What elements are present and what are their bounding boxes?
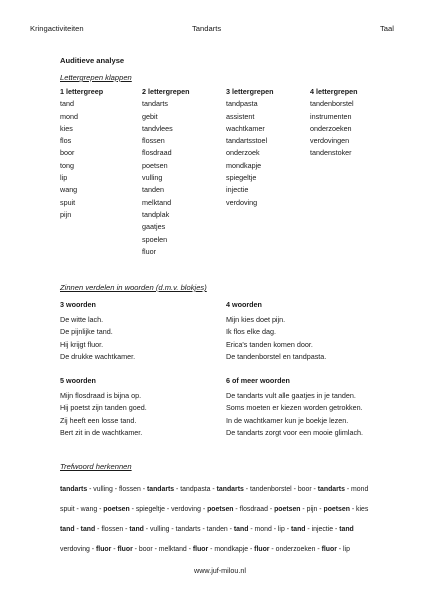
sentence-block-4-words [226, 299, 326, 364]
word: spuit [60, 197, 76, 207]
word: instrumenten [310, 111, 352, 121]
keyword: tand [339, 526, 354, 533]
filler-words: - boor - melktand - [132, 546, 193, 553]
word: tandartsstoel [226, 136, 268, 146]
block-heading: 3 woorden [60, 300, 96, 309]
word: poetsen [142, 160, 168, 170]
word: tandarts [142, 99, 168, 109]
page-title: Auditieve analyse [60, 56, 125, 65]
keyword: tand [60, 526, 75, 533]
block-heading: 5 woorden [60, 376, 96, 385]
word: flosdraad [142, 148, 172, 158]
filler-words: - onderzoeken - [269, 546, 322, 553]
column-heading: 4 lettergrepen [310, 87, 358, 96]
word: vulling [142, 173, 163, 183]
keyword: fluor [117, 546, 133, 553]
section-sentences-subtitle: Zinnen verdelen in woorden (d.m.v. blokjes) [60, 283, 207, 292]
section-keyword-subtitle: Trefwoord herkennen [60, 462, 132, 471]
filler-words: - flossen - [95, 526, 130, 533]
sentence: De witte lach. [60, 314, 104, 324]
keyword: poetsen [323, 506, 350, 513]
sentence: De tandarts vult alle gaatjes in je tanden. [226, 390, 356, 400]
word: gaatjes [142, 222, 166, 232]
column-heading: 2 lettergrepen [142, 87, 190, 96]
word: spiegeltje [226, 173, 257, 183]
keyword-line [60, 480, 386, 500]
filler-words: - pijn - [300, 506, 324, 513]
header-center: Tandarts [192, 24, 222, 33]
word: gebit [142, 111, 158, 121]
keyword: tandarts [216, 486, 244, 493]
word: tand [60, 99, 74, 109]
word: lip [60, 173, 68, 183]
word: tanden [142, 185, 164, 195]
block-heading: 4 woorden [226, 300, 262, 309]
sentence: Hij poetst zijn tanden goed. [60, 403, 147, 413]
block-heading: 6 of meer woorden [226, 376, 290, 385]
word: pijn [60, 209, 72, 219]
header-left: Kringactiviteiten [30, 24, 84, 33]
word: verdoving [226, 197, 258, 207]
filler-words: - mond - lip - [248, 526, 291, 533]
keyword-line [60, 500, 386, 520]
sentence-block-3-words [60, 299, 135, 364]
section-syllables-subtitle: Lettergrepen klappen [60, 73, 132, 82]
word: spoelen [142, 234, 168, 244]
sentence: Bert zit in de wachtkamer. [60, 428, 143, 438]
word: fluor [142, 246, 156, 256]
sentence: De pijnlijke tand. [60, 327, 113, 337]
word: tong [60, 160, 74, 170]
keyword: tand [233, 526, 249, 533]
keyword: tand [290, 526, 306, 533]
keyword: poetsen [274, 506, 301, 513]
keyword: tandarts [60, 486, 88, 493]
sentence: Mijn kies doet pijn. [226, 314, 286, 324]
filler-words: - kies [349, 506, 369, 513]
word: flos [60, 136, 72, 146]
filler-words: - mond [344, 486, 369, 493]
word: mondkapje [226, 160, 262, 170]
syllable-column-3 [226, 86, 274, 209]
column-heading: 1 lettergreep [60, 87, 104, 96]
sentence: Zij heeft een losse tand. [60, 415, 137, 425]
filler-words: - spiegeltje - verdoving - [129, 506, 208, 513]
word: boor [60, 148, 75, 158]
word: injectie [226, 185, 249, 195]
word: onderzoeken [310, 123, 352, 133]
word: wang [60, 185, 78, 195]
filler-words: - lip [336, 546, 350, 553]
word: wachtkamer [226, 123, 265, 133]
keyword: tand [80, 526, 96, 533]
keyword: fluor [254, 546, 270, 553]
sentence: In de wachtkamer kun je boekje lezen. [226, 415, 349, 425]
sentence: De tandarts zorgt voor een mooie glimlach. [226, 428, 364, 438]
filler-words: verdoving - [60, 546, 97, 553]
filler-words: spuit - wang - [60, 506, 104, 513]
sentence: De drukke wachtkamer. [60, 352, 136, 362]
word: assistent [226, 111, 255, 121]
word: verdovingen [310, 136, 350, 146]
sentence: Ik flos elke dag. [226, 327, 276, 337]
filler-words: - mondkapje - [208, 546, 255, 553]
keyword: tand [129, 526, 144, 533]
syllable-column-4 [310, 86, 358, 160]
word: mond [60, 111, 78, 121]
footer-url: www.juf-milou.nl [194, 566, 246, 575]
sentence: Erica's tanden komen door. [226, 339, 313, 349]
keyword: fluor [192, 546, 209, 553]
keyword: tandarts [146, 486, 175, 493]
keyword-text [60, 480, 386, 560]
word: flossen [142, 136, 165, 146]
syllable-column-2 [142, 86, 190, 258]
word: kies [60, 123, 73, 133]
word: melktand [142, 197, 172, 207]
word: tandvlees [142, 123, 173, 133]
word: tandenstoker [310, 148, 352, 158]
filler-words: - injectie - [305, 526, 340, 533]
word: tandplak [142, 209, 170, 219]
keyword-line [60, 540, 386, 560]
keyword-line [60, 520, 386, 540]
filler-words: - tandpasta - [174, 486, 217, 493]
filler-words: - [111, 546, 118, 553]
keyword: poetsen [103, 506, 130, 513]
keyword: poetsen [207, 506, 234, 513]
sentence-block-5-words [60, 375, 147, 440]
keyword: tandarts [317, 486, 345, 493]
word: tandenborstel [310, 99, 354, 109]
column-heading: 3 lettergrepen [226, 87, 274, 96]
header-right: Taal [380, 24, 394, 33]
sentence: De tandenborstel en tandpasta. [226, 352, 327, 362]
sentence: Soms moeten er kiezen worden getrokken. [226, 403, 363, 413]
syllable-column-1 [60, 86, 103, 221]
filler-words: - flosdraad - [233, 506, 275, 513]
sentence: Mijn flosdraad is bijna op. [60, 390, 142, 400]
filler-words: - vulling - flossen - [87, 486, 147, 493]
filler-words: - vulling - tandarts - tanden - [143, 526, 234, 533]
keyword: fluor [96, 546, 112, 553]
keyword: fluor [321, 546, 337, 553]
sentence: Hij krijgt fluor. [60, 339, 104, 349]
word: tandpasta [226, 99, 258, 109]
filler-words: - tandenborstel - boor - [243, 486, 318, 493]
sentence-block-6-plus-words [226, 375, 363, 440]
filler-words: - [74, 526, 81, 533]
word: onderzoek [226, 148, 260, 158]
